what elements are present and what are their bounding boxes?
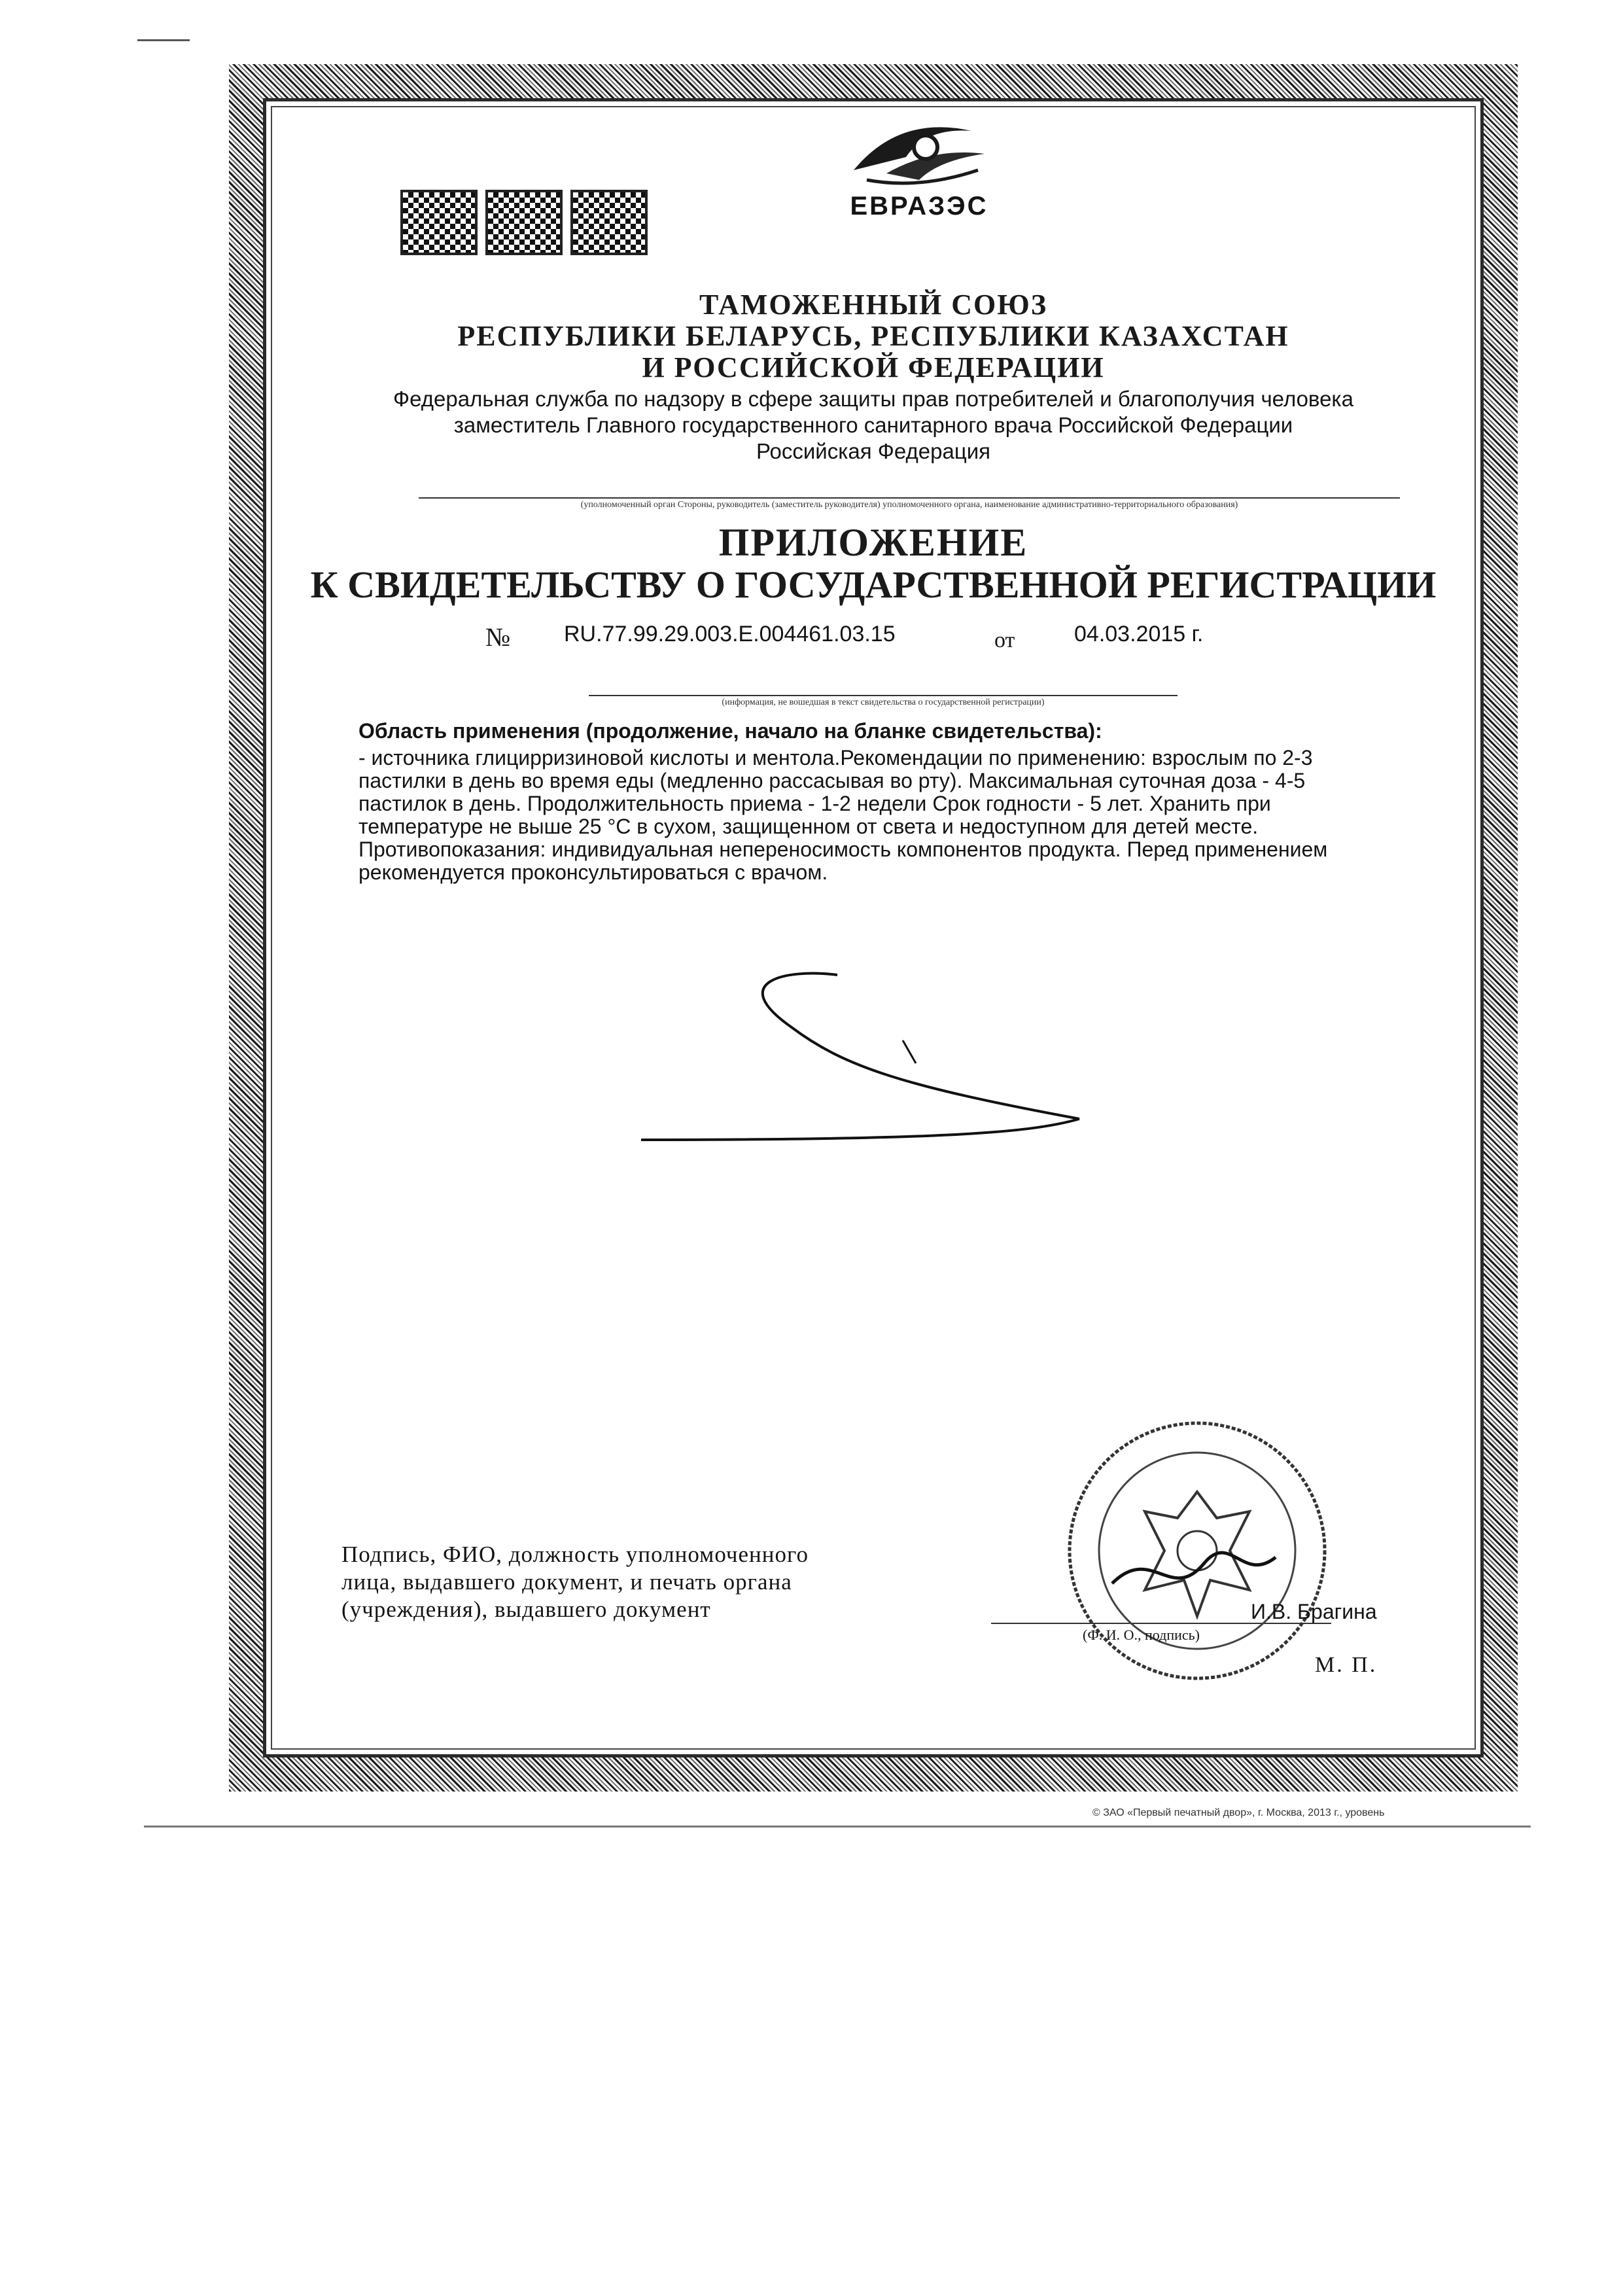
date-label: от: [994, 628, 1015, 652]
security-pattern: [400, 190, 478, 255]
footer-line: [144, 1826, 1531, 1828]
body-line: пастилки в день во время еды (медленно рассасывая во рту). Максимальная суточная доза - 4-5: [358, 769, 1306, 792]
document-subtitle: К СВИДЕТЕЛЬСТВУ О ГОСУДАРСТВЕННОЙ РЕГИСТРАЦИИ: [310, 563, 1437, 606]
authority-position: заместитель Главного государственного санитарного врача Российской Федерации: [453, 413, 1293, 437]
z-line-cancel-mark: [628, 955, 1099, 1165]
signature-caption-line: (учреждения), выдавшего документ: [341, 1597, 711, 1622]
scan-edge-mark: [137, 39, 190, 41]
official-seal-stamp: [1060, 1413, 1335, 1688]
signer-caption: (Ф. И. О., подпись): [1083, 1627, 1200, 1643]
union-countries-cont: И РОССИЙСКОЙ ФЕДЕРАЦИИ: [642, 351, 1105, 383]
info-caption: (информация, не вошедшая в текст свидетельства о государственной регистрации): [589, 695, 1178, 708]
body-line: рекомендуется проконсультироваться с врачом.: [358, 860, 828, 884]
document-title: ПРИЛОЖЕНИЕ: [718, 521, 1028, 564]
authority-name: Федеральная служба по надзору в сфере защиты прав потребителей и благополучия человека: [393, 387, 1353, 411]
security-pattern: [570, 190, 648, 255]
application-area: [358, 720, 1471, 884]
body-line: пастилок в день. Продолжительность приема - 1-2 недели Срок годности - 5 лет. Хранить при: [358, 792, 1271, 815]
certificate-date: 04.03.2015 г.: [1074, 622, 1204, 646]
security-pattern: [485, 190, 563, 255]
body-line: температуре не выше 25 °С в сухом, защищенном от света и недоступном для детей месте.: [358, 815, 1259, 838]
signature-caption: [341, 1541, 963, 1623]
signature-caption-line: Подпись, ФИО, должность уполномоченного: [341, 1542, 809, 1567]
eurasec-emblem: [828, 108, 1011, 239]
seal-placeholder: М. П.: [1315, 1653, 1378, 1677]
emblem-caption: ЕВРАЗЭС: [850, 192, 988, 221]
signer-name: И.В. Брагина: [1251, 1600, 1377, 1623]
authority-country: Российская Федерация: [756, 439, 991, 463]
body-line: - источника глицирризиновой кислоты и ментола.Рекомендации по применению: взрослым по 2-3: [358, 746, 1313, 769]
application-heading: Область применения (продолжение, начало на бланке свидетельства):: [358, 719, 1102, 743]
union-title: ТАМОЖЕННЫЙ СОЮЗ: [699, 289, 1048, 321]
number-label: №: [485, 622, 511, 652]
certificate-number: RU.77.99.29.003.E.004461.03.15: [564, 622, 896, 646]
printer-imprint: © ЗАО «Первый печатный двор», г. Москва, 2013 г., уровень: [1092, 1807, 1385, 1818]
signature-caption-line: лица, выдавшего документ, и печать органа: [341, 1569, 792, 1595]
authority-caption: (уполномоченный орган Стороны, руководитель (заместитель руководителя) уполномоченного органа, наименование административно-территориального образования): [419, 497, 1400, 510]
body-line: Противопоказания: индивидуальная непереносимость компонентов продукта. Перед применением: [358, 838, 1328, 861]
eurasec-logo-icon: [828, 108, 1011, 193]
union-countries: РЕСПУБЛИКИ БЕЛАРУСЬ, РЕСПУБЛИКИ КАЗАХСТАН: [457, 320, 1289, 352]
